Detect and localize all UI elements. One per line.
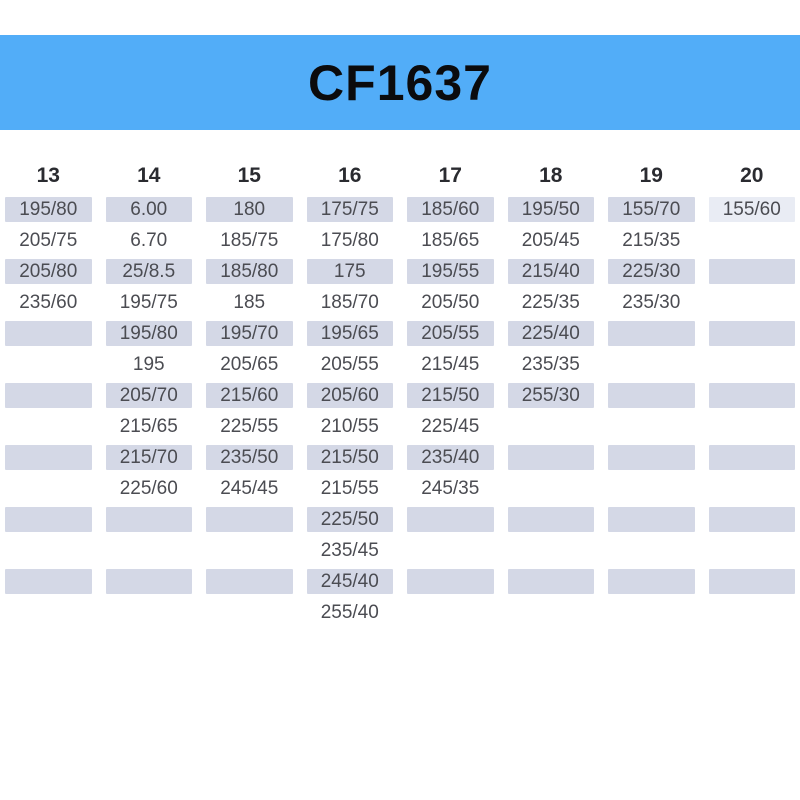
size-cell-rim16-row3: 175 xyxy=(307,259,394,284)
empty-cell xyxy=(5,383,92,408)
column-header-19: 19 xyxy=(639,164,663,187)
size-cell-rim15-row4: 185 xyxy=(233,292,266,313)
empty-cell xyxy=(106,507,193,532)
size-cell-rim15-row3: 185/80 xyxy=(206,259,293,284)
empty-cell xyxy=(508,538,595,563)
size-cell-rim15-row5: 195/70 xyxy=(206,321,293,346)
empty-cell xyxy=(709,259,796,284)
size-cell-rim15-row1: 180 xyxy=(206,197,293,222)
size-cell-rim13-row3: 205/80 xyxy=(5,259,92,284)
size-cell-rim18-row2: 205/45 xyxy=(521,230,580,251)
empty-cell xyxy=(508,445,595,470)
title-banner xyxy=(0,35,800,130)
size-cell-rim13-row1: 195/80 xyxy=(5,197,92,222)
size-cell-rim18-row4: 225/35 xyxy=(521,292,580,313)
size-cell-rim19-row1: 155/70 xyxy=(608,197,695,222)
empty-cell xyxy=(206,569,293,594)
empty-cell xyxy=(5,476,92,501)
empty-cell xyxy=(407,538,494,563)
size-cell-rim17-row8: 225/45 xyxy=(421,416,480,437)
size-cell-rim17-row2: 185/65 xyxy=(421,230,480,251)
column-header-17: 17 xyxy=(438,164,462,187)
table-body xyxy=(0,197,800,625)
table-header-row xyxy=(0,161,800,190)
size-cell-rim18-row7: 255/30 xyxy=(508,383,595,408)
size-cell-rim18-row5: 225/40 xyxy=(508,321,595,346)
column-header-14: 14 xyxy=(137,164,161,187)
empty-cell xyxy=(508,507,595,532)
empty-cell xyxy=(5,507,92,532)
size-cell-rim16-row4: 185/70 xyxy=(320,292,379,313)
empty-cell xyxy=(709,507,796,532)
size-cell-rim16-row13: 245/40 xyxy=(307,569,394,594)
empty-cell xyxy=(608,383,695,408)
size-cell-rim14-row5: 195/80 xyxy=(106,321,193,346)
column-header-15: 15 xyxy=(237,164,261,187)
size-cell-rim15-row6: 205/65 xyxy=(220,354,279,375)
empty-cell xyxy=(608,445,695,470)
empty-cell xyxy=(709,600,796,625)
size-cell-rim17-row6: 215/45 xyxy=(421,354,480,375)
tire-size-table xyxy=(0,161,800,625)
size-cell-rim17-row5: 205/55 xyxy=(407,321,494,346)
column-header-18: 18 xyxy=(539,164,563,187)
size-cell-rim19-row3: 225/30 xyxy=(608,259,695,284)
size-cell-rim16-row5: 195/65 xyxy=(307,321,394,346)
size-cell-rim14-row6: 195 xyxy=(132,354,165,375)
empty-cell xyxy=(709,321,796,346)
empty-cell xyxy=(407,569,494,594)
size-cell-rim15-row7: 215/60 xyxy=(206,383,293,408)
size-cell-rim17-row7: 215/50 xyxy=(407,383,494,408)
size-cell-rim16-row10: 215/55 xyxy=(320,478,379,499)
empty-cell xyxy=(608,414,695,439)
size-cell-rim15-row2: 185/75 xyxy=(220,230,279,251)
size-cell-rim14-row10: 225/60 xyxy=(119,478,178,499)
size-cell-rim16-row12: 235/45 xyxy=(320,540,379,561)
empty-cell xyxy=(206,600,293,625)
size-cell-rim14-row4: 195/75 xyxy=(119,292,178,313)
size-cell-rim14-row7: 205/70 xyxy=(106,383,193,408)
empty-cell xyxy=(5,321,92,346)
size-cell-rim18-row1: 195/50 xyxy=(508,197,595,222)
empty-cell xyxy=(709,352,796,377)
empty-cell xyxy=(608,476,695,501)
empty-cell xyxy=(508,569,595,594)
size-cell-rim18-row6: 235/35 xyxy=(521,354,580,375)
size-cell-rim17-row3: 195/55 xyxy=(407,259,494,284)
size-cell-rim15-row10: 245/45 xyxy=(220,478,279,499)
empty-cell xyxy=(5,352,92,377)
size-cell-rim16-row8: 210/55 xyxy=(320,416,379,437)
size-cell-rim20-row1: 155/60 xyxy=(709,197,796,222)
empty-cell xyxy=(709,569,796,594)
empty-cell xyxy=(407,600,494,625)
size-cell-rim16-row6: 205/55 xyxy=(320,354,379,375)
size-cell-rim16-row14: 255/40 xyxy=(320,602,379,623)
size-cell-rim15-row9: 235/50 xyxy=(206,445,293,470)
size-cell-rim16-row1: 175/75 xyxy=(307,197,394,222)
column-header-16: 16 xyxy=(338,164,362,187)
empty-cell xyxy=(106,569,193,594)
size-cell-rim14-row1: 6.00 xyxy=(106,197,193,222)
empty-cell xyxy=(608,600,695,625)
empty-cell xyxy=(206,538,293,563)
empty-cell xyxy=(508,600,595,625)
empty-cell xyxy=(709,383,796,408)
size-cell-rim16-row2: 175/80 xyxy=(320,230,379,251)
size-cell-rim17-row4: 205/50 xyxy=(421,292,480,313)
empty-cell xyxy=(106,538,193,563)
empty-cell xyxy=(709,538,796,563)
size-cell-rim16-row7: 205/60 xyxy=(307,383,394,408)
size-cell-rim14-row3: 25/8.5 xyxy=(106,259,193,284)
size-cell-rim16-row11: 225/50 xyxy=(307,507,394,532)
size-cell-rim19-row4: 235/30 xyxy=(622,292,681,313)
column-header-13: 13 xyxy=(36,164,60,187)
size-cell-rim17-row1: 185/60 xyxy=(407,197,494,222)
empty-cell xyxy=(5,600,92,625)
empty-cell xyxy=(608,321,695,346)
empty-cell xyxy=(709,476,796,501)
size-cell-rim15-row8: 225/55 xyxy=(220,416,279,437)
empty-cell xyxy=(709,228,796,253)
column-header-20: 20 xyxy=(740,164,764,187)
size-cell-rim18-row3: 215/40 xyxy=(508,259,595,284)
empty-cell xyxy=(709,414,796,439)
empty-cell xyxy=(5,569,92,594)
empty-cell xyxy=(106,600,193,625)
empty-cell xyxy=(5,538,92,563)
size-cell-rim17-row9: 235/40 xyxy=(407,445,494,470)
empty-cell xyxy=(608,569,695,594)
size-cell-rim14-row2: 6.70 xyxy=(130,230,168,251)
empty-cell xyxy=(508,476,595,501)
empty-cell xyxy=(5,414,92,439)
size-cell-rim16-row9: 215/50 xyxy=(307,445,394,470)
page-title: CF1637 xyxy=(308,54,492,111)
size-cell-rim17-row10: 245/35 xyxy=(421,478,480,499)
size-cell-rim13-row4: 235/60 xyxy=(19,292,78,313)
size-cell-rim19-row2: 215/35 xyxy=(622,230,681,251)
empty-cell xyxy=(407,507,494,532)
empty-cell xyxy=(5,445,92,470)
empty-cell xyxy=(608,507,695,532)
empty-cell xyxy=(608,352,695,377)
empty-cell xyxy=(508,414,595,439)
empty-cell xyxy=(206,507,293,532)
empty-cell xyxy=(608,538,695,563)
size-cell-rim13-row2: 205/75 xyxy=(19,230,78,251)
empty-cell xyxy=(709,445,796,470)
empty-cell xyxy=(709,290,796,315)
size-cell-rim14-row8: 215/65 xyxy=(119,416,178,437)
size-cell-rim14-row9: 215/70 xyxy=(106,445,193,470)
